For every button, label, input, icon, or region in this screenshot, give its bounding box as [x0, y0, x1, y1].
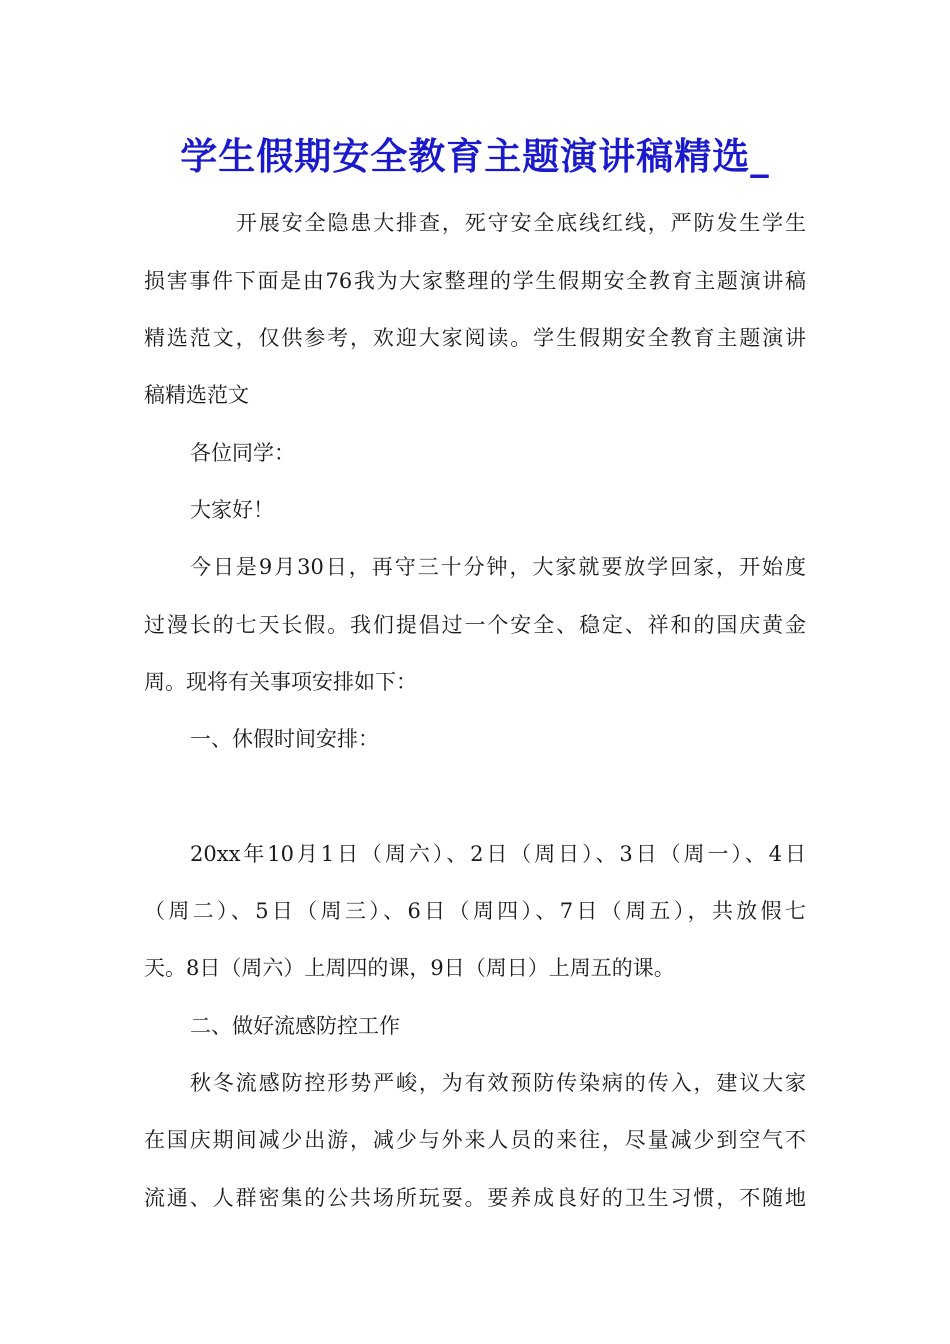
- paragraph-line: （周二）、5日（周三）、6日（周四）、7日（周五），共放假七: [144, 899, 806, 923]
- paragraph-line: 开展安全隐患大排查，死守安全底线红线，严防发生学生: [236, 211, 806, 235]
- paragraph-line: 流通、人群密集的公共场所玩耍。要养成良好的卫生习惯，不随地: [144, 1186, 806, 1210]
- paragraph-line: 周。现将有关事项安排如下：: [144, 670, 417, 694]
- paragraph-line: 过漫长的七天长假。我们提倡过一个安全、稳定、祥和的国庆黄金: [144, 613, 806, 637]
- section-heading: 一、休假时间安排：: [190, 727, 379, 751]
- salutation: 各位同学：: [190, 441, 295, 465]
- paragraph-line: 秋冬流感防控形势严峻，为有效预防传染病的传入，建议大家: [190, 1071, 806, 1095]
- paragraph-line: 天。8日（周六）上周四的课，9日（周日）上周五的课。: [144, 956, 675, 980]
- section-heading: 二、做好流感防控工作: [190, 1014, 400, 1038]
- greeting: 大家好！: [190, 498, 274, 522]
- paragraph-line: 稿精选范文: [144, 383, 249, 407]
- paragraph-line: 20xx年10月1日（周六）、2日（周日）、3日（周一）、4日: [190, 842, 806, 866]
- document-title: 学生假期安全教育主题演讲稿精选_: [180, 134, 770, 178]
- paragraph-line: 精选范文，仅供参考，欢迎大家阅读。学生假期安全教育主题演讲: [144, 326, 806, 350]
- paragraph-line: 损害事件下面是由76我为大家整理的学生假期安全教育主题演讲稿: [144, 269, 806, 293]
- paragraph-line: 今日是9月30日，再守三十分钟，大家就要放学回家，开始度: [190, 555, 806, 579]
- paragraph-line: 在国庆期间减少出游，减少与外来人员的来往，尽量减少到空气不: [144, 1128, 806, 1152]
